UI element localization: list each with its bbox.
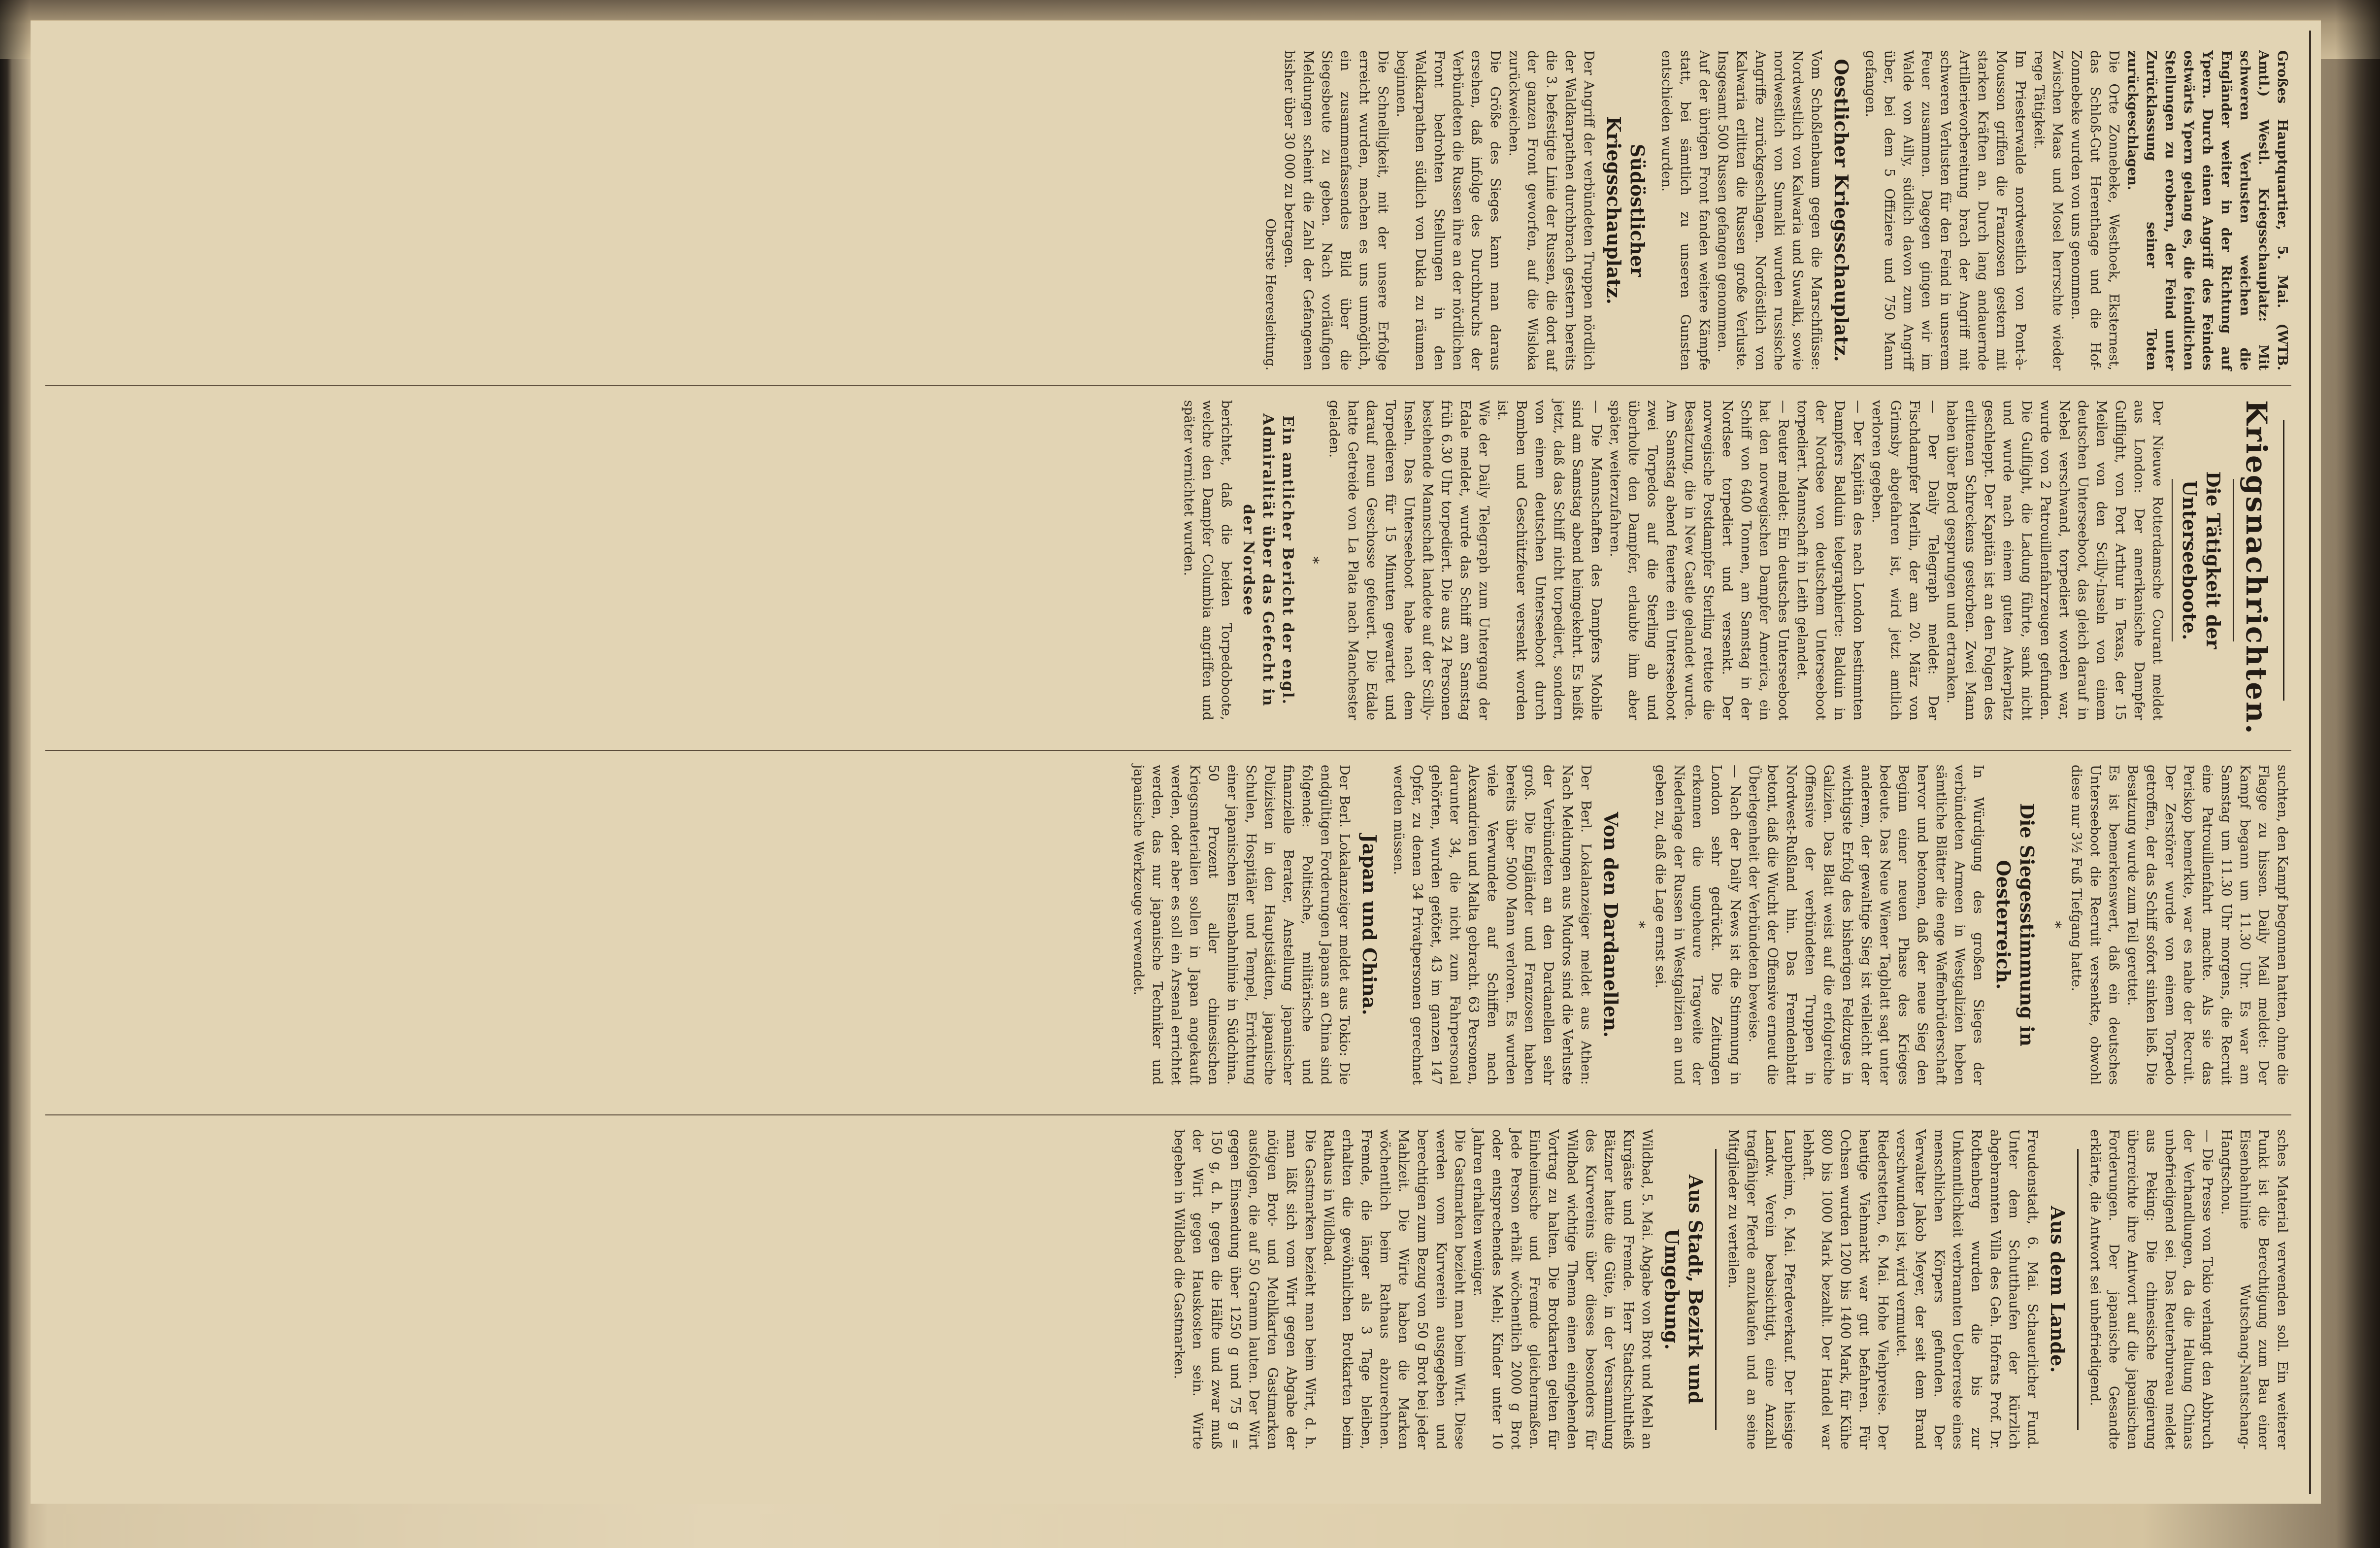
col4-lande-para-3: Laupheim, 6. Mai. Pferdeverkauf. Der hiesige Landw. Verein beabsichtigt, eine Anzahl tragfähiger Pferde anzukaufen und an seine Mitglieder zu verteilen.	[1725, 1129, 1797, 1454]
column-3	[45, 765, 2291, 1089]
col3-stimmung-para-1: In Würdigung des großen Sieges der verbündeten Armeen in Westgalizien heben sämtliche Blätter die enge Waffenbrüderschaft hervor und betonen, daß der neue Sieg den Beginn einer neuen Phase des Krieges bedeute. Das Neue Wiener Tagblatt sagt unter anderem, der gewaltige Sieg ist vielleicht der wichtigste Erfolg des bisherigen Feldzuges in Galizien. Das Blatt weist auf die erfolgreiche Offensive der verbündeten Truppen in Nordwest-Rußland hin. Das Fremdenblatt betont, daß die Wucht der Offensive erneut die Überlegenheit der Verbündeten beweise.	[1746, 765, 1986, 1089]
col2-rule-mid	[2233, 479, 2234, 641]
col3-heading-stimmung: Die Siegesstimmung in Oesterreich.	[1992, 803, 2038, 1046]
col3-separator-star-1: *	[2047, 921, 2064, 929]
col4-stadt-para-1: Wildbad, 5. Mai. Abgabe von Brot und Mehl an Kurgäste und Fremde. Herr Stadtschultheiß Bätzner hatte die Güte, in der Versammlung des Kurvereins über dieses besonders für Wildbad wichtige Thema einen eingehenden Vortrag zu halten. Die Brotkarten gelten für Einheimische und Fremde gleichermaßen. Jede Person erhält wöchentlich 2000 g Brot oder entsprechendes Mehl; Kinder unter 10 Jahren erhalten weniger.	[1471, 1129, 1654, 1454]
newspaper-page	[31, 20, 2321, 1504]
book-fold-shadow	[0, 0, 30, 1548]
col1-east-para-2: Auf der übrigen Front fanden weitere Kämpfe statt, bei sämtlich zu unseren Gunsten entschieden wurden.	[1659, 50, 1712, 375]
col1-east-para-1: Vom Schoßlenbaum gegen die Marschflüsse: Nordwestlich von Kalwaria und Suwalki, sowie nordwestlich von Sumalki wurden russische Angriffe zurückgeschlagen. Nordöstlich von Kalwaria erlitten die Russen große Verluste. Insgesamt 500 Russen gefangen genommen.	[1715, 50, 1824, 375]
col4-lande-para-1: Freudenstadt, 6. Mai. Schauerlicher Fund. Unter dem Schutthaufen der kürzlich abgebrannten Villa des Geh. Hofrats Prof. Dr. Rothenberg wurden die bis zur Unkenntlichkeit verbrannten Ueberreste eines menschlichen Körpers gefunden. Der Verwalter Jakob Meyer, der seit dem Brand verschwunden ist, wird vermutet.	[1894, 1129, 2040, 1454]
col2-separator-star: *	[1304, 556, 1322, 564]
col1-para-4: Im Priesterwalde nordwestlich von Pont-à-Mousson griffen die Franzosen gestern mit starken Kräften an. Durch lang andauernde Artillerievorbereitung brach der Angriff mit schweren Verlusten für den Feind in unserem Feuer zusammen. Dagegen gingen wir im Walde von Ailly, südlich davon zum Angriff über, bei dem 5 Offiziere und 750 Mann gefangen.	[1863, 50, 2028, 375]
col1-heading-south: Südöstlicher Kriegsschauplatz.	[1603, 116, 1649, 305]
col2-para-2: — Der Daily Telegraph meldet: Der Fischdampfer Merlin, der am 20. März von Grimsby abgefahren ist, wird jetzt amtlich verloren gegeben.	[1869, 400, 1941, 725]
col2-heading-war: Kriegsnachrichten.	[2240, 400, 2273, 736]
col4-lande-para-2: Riederstetten, 6. Mai. Hohe Viehpreise. Der heutige Viehmarkt war gut befahren. Für Ochsen wurden 1200 bis 1400 Mark, für Kühe 800 bis 1000 Mark bezahlt. Der Handel war lebhaft.	[1800, 1129, 1890, 1454]
top-rule	[2309, 31, 2311, 1494]
col2-heading-uboot: Die Tätigkeit der Unterseeboote.	[2179, 471, 2224, 649]
col2-para-5: — Die Mannschaften des Dampfers Mobile sind am Samstag abend heimgekehrt. Es heißt jetzt, daß das Schiff nicht torpediert, sondern von einem deutschen Unterseeboot durch Bomben und Geschützfeuer versenkt worden ist.	[1495, 400, 1604, 725]
col2-para-4: — Reuter meldet: Ein deutsches Unterseeboot hat den norwegischen Dampfer America, ein Schiff von 6400 Tonnen, am Samstag in der Nordsee torpediert und versenkt. Der norwegische Postdampfer Sterling rettete die Besatzung, die in New Castle gelandet wurde. Am Samstag abend feuerte ein Unterseeboot zwei Torpedos auf die Sterling ab und überholte den Dampfer, erlaubte ihm aber später, weiterzufahren.	[1607, 400, 1791, 725]
col1-heading-east: Oestlicher Kriegsschauplatz.	[1830, 59, 1852, 362]
col3-heading-japan: Japan und China.	[1358, 834, 1381, 1015]
col1-signature: Oberste Heeresleitung.	[1263, 218, 1278, 370]
column-2	[45, 400, 2291, 736]
col2-admiralty-text: berichtet, daß die beiden Torpedoboote, welche den Dampfer Columbia angriffen und später vernichtet wurden.	[1181, 400, 1234, 725]
col2-para-1: Der Nieuwe Rotterdamsche Courant meldet aus London: Der amerikanische Dampfer Gulflight, von Port Arthur in Texas, der 15 Meilen von den Scilly-Inseln von einem deutschen Unterseeboot, das gleich darauf in Nebel verschwand, torpediert worden war, wurde von 2 Patrouillenfahrzeugen gefunden. Die Gulflight, die Ladung führte, sank nicht und wurde nach einem guten Ankerplatz geschleppt. Der Kapitän ist an den Folgen des erlittenen Schreckens gestorben. Zwei Mann haben über Bord gesprungen und ertranken.	[1944, 400, 2165, 725]
col4-heading-lande: Aus dem Lande.	[2047, 1206, 2069, 1373]
col1-south-para-2: Die Größe des Sieges kann man daraus ersehen, daß infolge des Durchbruchs der Verbündeten die Russen ihre an der nördlichen Front bedrohten Stellungen in den Waldkarpathen südlich von Dukla zu räumen beginnen.	[1394, 50, 1503, 375]
column-4	[45, 1129, 2291, 1454]
book-right-shadow	[2336, 0, 2380, 1548]
col1-para-1: Großes Hauptquartier, 5. Mai. (WTB. Amtl.) Westl. Kriegsschauplatz: Mit schweren Verlusten weichen die Engländer weiter in der Richtung auf Ypern. Durch einen Angriff des Feindes ostwärts Ypern gelang es, die feindlichen Stellungen zu erobern, der Feind unter Zurücklassung seiner Toten zurückgeschlagen.	[2125, 50, 2290, 375]
col3-dardanellen-text: Der Berl. Lokalanzeiger meldet aus Athen: Nach Meldungen aus Mudros sind die Verluste der Verbündeten an den Dardanellen sehr groß. Die Engländer und Franzosen haben bereits über 5000 Mann verloren. Es wurden viele Verwundete auf Schiffen nach Alexandrien und Malta gebracht. 63 Personen, darunter 34, die nicht zum Fahrpersonal gehörten, wurden getötet, 43 im ganzen 147 Opfer, zu denen 34 Privatpersonen gerechnet werden müssen.	[1391, 765, 1593, 1089]
col4-rule-lande	[2077, 1149, 2079, 1430]
column-rule-3	[45, 1114, 2291, 1115]
col4-stadt-para-3: Die Gastmarken bezieht man beim Wirt, d. h. man läßt sich vom Wirt gegen Abgabe der nötigen Brot- und Mehlkarten Gastmarken ausfolgen, die auf 50 Gramm lauten. Der Wirt gegen Einsendung über 1250 g und 75 g = 150 g, d. h. gegen die Hälfte und zwar muß der Wirt gegen Hauskosten sein. Wirte begeben in Wildbad die Gastmarken.	[1171, 1129, 1318, 1454]
col4-rule-stadt	[1715, 1149, 1717, 1430]
col2-para-3: — Der Kapitän des nach London bestimmten Dampfers Balduin telegraphierte: Balduin in der Nordsee von deutschem Unterseeboot torpediert. Mannschaft in Leith gelandet.	[1794, 400, 1866, 725]
col4-para-2: — Die Presse von Tokio verlangt den Abbruch der Verhandlungen, da die Haltung Chinas unbefriedigend sei. Das Reuterbureau meldet aus Peking: Die chinesische Regierung überreichte ihre Antwort auf die japanischen Forderungen. Der japanische Gesandte erklärte, die Antwort sei unbefriedigend.	[2087, 1129, 2215, 1454]
col2-heading-admiralty: Ein amtlicher Bericht der engl. Admiralität über das Gefecht in der Nordsee	[1240, 413, 1296, 707]
col1-south-para-1: Der Angriff der verbündeten Truppen nördlich der Waldkarpathen durchbrach gestern bereits die 3. befestigte Linie der Russen, die dort auf der ganzen Front geworfen, auf die Wisloka zurückweichen.	[1506, 50, 1596, 375]
col3-separator-star-2: *	[1630, 921, 1648, 929]
col4-stadt-para-2: Die Gastmarken bezieht man beim Wirt. Diese werden vom Kurverein ausgegeben und berechtigen zum Bezug von 50 g Brot bei jeder Mahlzeit. Die Wirte haben die Marken wöchentlich beim Rathaus abzurechnen. Fremde, die länger als 3 Tage bleiben, erhalten die gewöhnlichen Brotkarten beim Rathaus in Wildbad.	[1321, 1129, 1467, 1454]
col1-south-para-3: Die Schnelligkeit, mit der unsere Erfolge erreicht wurden, machen es uns unmöglich, ein zusammenfassendes Bild über die Siegesbeute zu geben. Nach vorläufigen Meldungen scheint die Zahl der Gefangenen bisher über 30 000 zu betragen.	[1282, 50, 1390, 375]
col2-rule-sub	[2172, 479, 2173, 641]
col3-para-1: suchten, den Kampf begonnen hatten, ohne die Flagge zu hissen. Daily Mail meldet: Der Kampf begann um 11.30 Uhr. Es war am Samstag um 11.30 Uhr morgens, die Recruit eine Patrouillenfahrt machte. Als sie das Periskop bemerkte, war es nahe der Recruit. Der Zerstörer wurde von einem Torpedo getroffen, der das Schiff sofort sinken ließ. Die Besatzung wurde zum Teil gerettet.	[2125, 765, 2290, 1089]
column-rule-1	[45, 385, 2291, 386]
col3-para-2: Es ist bemerkenswert, daß ein deutsches Unterseeboot die Recruit versenkte, obwohl diese nur 3½ Fuß Tiefgang hatte.	[2069, 765, 2121, 1089]
col1-para-2: Die Orte Zonnebeke, Westhoek, Eksternest, das Schloß-Gut Herenthage und die Hof-Zonnebeke wurden von uns genommen.	[2069, 50, 2121, 375]
col1-para-3: Zwischen Maas und Mosel herrschte wieder rege Tätigkeit.	[2031, 50, 2065, 375]
col4-para-1: sches Material verwenden soll. Ein weiterer Punkt ist die Berechtigung zum Bau einer Eisenbahnlinie Wutschang-Nantschang-Hangtschou.	[2218, 1129, 2290, 1454]
col3-japan-text: Der Berl. Lokalanzeiger meldet aus Tokio: Die endgültigen Forderungen Japans an China sind folgende: Politische, militärische und finanzielle Berater, Anstellung japanischer Polizisten in den Hauptstädten, japanische Schulen, Hospitäler und Tempel, Errichtung einer japanischen Eisenbahnlinie in Südchina. 50 Prozent aller chinesischen Kriegsmaterialien sollen in Japan angekauft werden, oder aber es soll ein Arsenal errichtet werden, das nur japanische Techniker und japanische Werkzeuge verwendet.	[1131, 765, 1352, 1089]
col2-para-6: Wie der Daily Telegraph zum Untergang der Edale meldet, wurde das Schiff am Samstag früh 6.30 Uhr torpediert. Die aus 24 Personen bestehende Mannschaft landete auf der Scilly-Inseln. Das Unterseeboot habe nach dem Torpedieren für 15 Minuten gewartet und darauf neun Geschosse gefeuert. Die Edale hatte Getreide von La Plata nach Manchester geladen.	[1326, 400, 1491, 725]
col2-rule-top	[2283, 420, 2284, 701]
column-rule-2	[45, 750, 2291, 751]
column-1	[45, 50, 2291, 375]
col3-stimmung-para-2: — Nach der Daily News ist die Stimmung in London sehr gedrückt. Die Zeitungen erkennen die ungeheure Tragweite der Niederlage der Russen in Westgalizien an und geben zu, daß die Lage ernst sei.	[1653, 765, 1743, 1089]
col4-heading-stadt: Aus Stadt, Bezirk und Umgebung.	[1661, 1175, 1707, 1404]
col3-heading-dardanellen: Von den Dardanellen.	[1600, 811, 1622, 1038]
